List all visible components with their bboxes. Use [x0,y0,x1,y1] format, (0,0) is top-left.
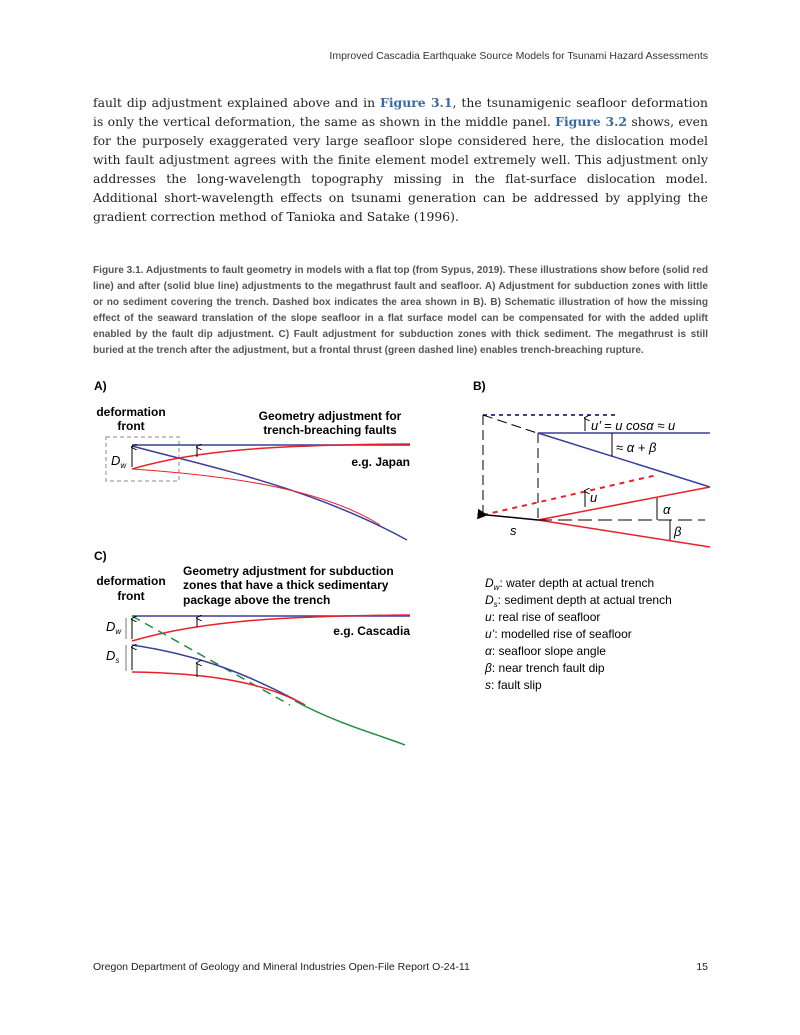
legend-dw: $D_w$: water depth at actual trench [485,576,655,592]
legend-u-prime: u’: modelled rise of seafloor [485,627,632,641]
figure-3-1 [80,375,720,755]
legend-beta: β: near trench fault dip [485,661,605,675]
panel-a-dw: $D_w$ [111,453,127,470]
panel-b-red-dashed [483,475,657,515]
panel-a-example: e.g. Japan [351,455,410,469]
figure-legend [484,576,672,692]
body-paragraph [93,93,708,226]
panel-b-approx-angle: ≈ α + β [616,440,657,455]
panel-b-red-fault [538,520,710,547]
panel-c-deformation-front-2: front [117,589,145,603]
panel-b-beta: β [674,524,682,539]
figure-svg [80,375,720,755]
legend-u: u: real rise of seafloor [485,610,601,624]
panel-c-red-fault [132,672,305,705]
panel-b-black-dashed-diagonal [483,415,537,433]
running-header: Improved Cascadia Earthquake Source Models for Tsunami Hazard Assessments [329,50,708,62]
footer-page-number: 15 [696,961,708,973]
legend-s: s: fault slip [485,678,542,692]
panel-c [94,549,410,745]
panel-c-label: C) [94,549,107,563]
panel-c-green-megathrust [295,701,405,745]
panel-c-frontal-thrust [132,616,290,705]
panel-a-red-fault [132,469,380,525]
panel-b-s-label: s [510,523,517,538]
panel-c-ds: $D_s$ [106,648,120,665]
figure-3-1-link[interactable]: Figure 3.1 [380,95,453,110]
panel-c-title-3: package above the trench [183,593,331,607]
panel-c-title-2: zones that have a thick sedimentary [183,578,389,592]
panel-b [473,379,710,547]
panel-b-alpha: α [663,502,671,517]
body-text-b: , the tsunamigenic seafloor deformation is only the vertical deformation, the same as shown in the middle panel. [93,95,708,129]
panel-c-blue-fault [132,645,305,705]
panel-a-deformation-front-2: front [117,419,145,433]
panel-b-slip-arrow [487,515,538,520]
panel-a-deformation-front-1: deformation [96,405,166,419]
footer-publication: Oregon Department of Geology and Mineral Industries Open-File Report O-24-11 [93,961,470,973]
legend-ds: $D_s$: sediment depth at actual trench [485,593,672,609]
figure-caption: Figure 3.1. Adjustments to fault geometry in models with a flat top (from Sypus, 2019). These illustrations show before (solid red line) and after (solid blue line) adjustments to the megathrust fault and seafloor. A) Adjustment for subduction zones with little or no sediment covering the trench. Dashed box indicates the area shown in B). B) Schematic illustration of how the missing effect of the seaward translation of the slope seafloor in a flat surface model can be compensated for with the added uplift enabled by the fault dip adjustment. C) Fault adjustment for subduction zones with thick sediment. The megathrust is still buried at the trench after the adjustment, but a frontal thrust (green dashed line) enables trench-breaching rupture. [93,265,708,356]
legend-alpha: α: seafloor slope angle [485,644,606,658]
panel-a-title-2: trench-breaching faults [263,423,397,437]
panel-c-example: e.g. Cascadia [333,624,410,638]
panel-c-dw: $D_w$ [106,619,122,636]
panel-a [94,379,410,540]
panel-c-deformation-front-1: deformation [96,574,166,588]
panel-b-red-seafloor [538,487,710,520]
panel-a-label: A) [94,379,107,393]
panel-b-label: B) [473,379,486,393]
body-text-c: shows, even for the purposely exaggerated very large seafloor slope considered here, the dislocation model with fault adjustment agrees with the finite element model extremely well. This adjustment only addresses the long-wavelength topography missing in the flat-surface dislocation model. Additional short-wavelength effects on tsunami generation can be addressed by applying the gradient correction method of Tanioka and Satake (1996). [93,114,708,224]
panel-b-u-prime-eq: u’ = u cosα ≈ u [591,418,676,433]
body-text-a: fault dip adjustment explained above and in [93,95,381,110]
panel-c-title-1: Geometry adjustment for subduction [183,564,394,578]
panel-b-u-label: u [590,490,598,505]
panel-a-title-1: Geometry adjustment for [258,409,402,423]
figure-3-2-link[interactable]: Figure 3.2 [555,114,628,129]
